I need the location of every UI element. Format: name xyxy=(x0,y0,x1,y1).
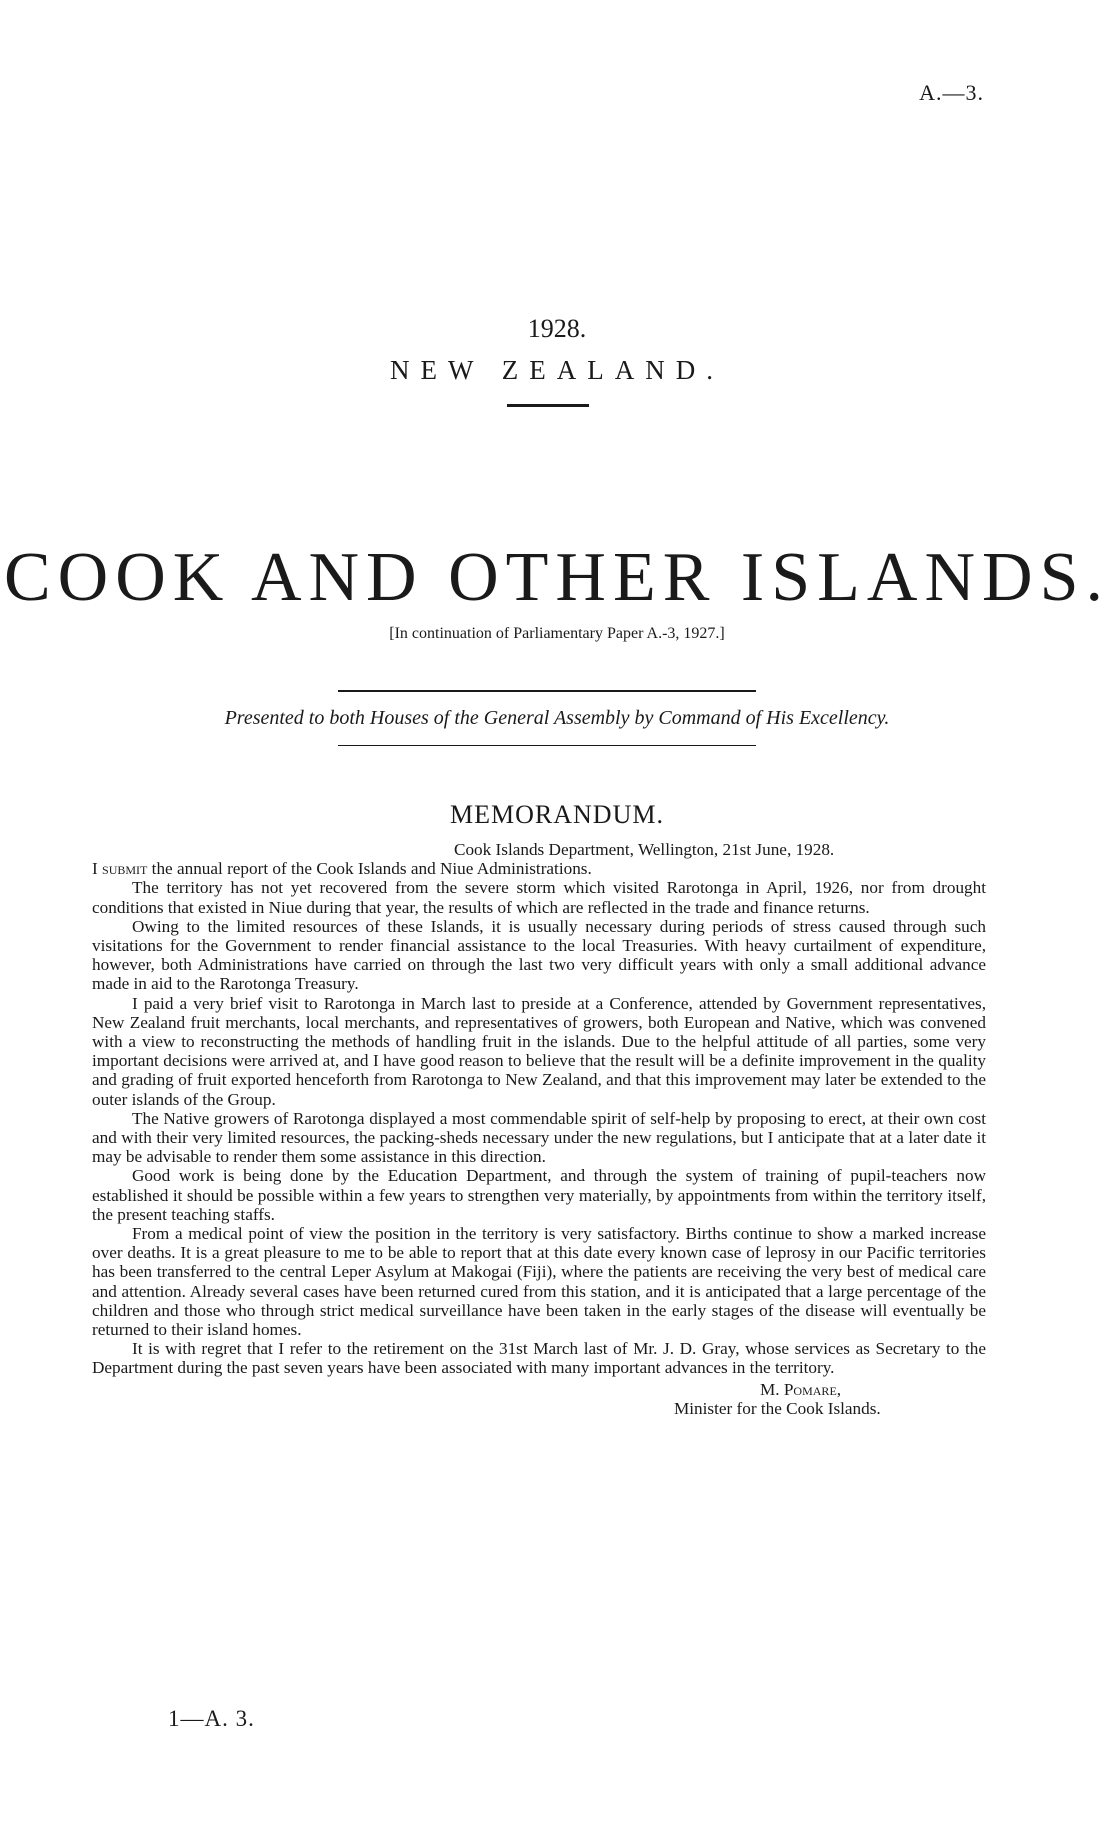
paragraph-1-lead: I submit xyxy=(92,859,148,879)
paragraph-8: It is with regret that I refer to the retirement on the 31st March last of Mr. J. D. Gray, whose services as Secretary to the Department during the past seven years have been associated with many important advances in the territory. xyxy=(92,1339,986,1378)
document-title: COOK AND OTHER ISLANDS. xyxy=(3,539,1111,616)
publication-year: 1928. xyxy=(527,314,587,343)
document-subtitle: [In continuation of Parliamentary Paper A.-3, 1927.] xyxy=(389,625,725,642)
memorandum-heading: MEMORANDUM. xyxy=(450,800,664,829)
divider-lower xyxy=(338,745,756,746)
paragraph-4: I paid a very brief visit to Rarotonga in March last to preside at a Conference, attended by Government representatives, New Zealand fruit merchants, local merchants, and representatives of growers, both European and Native, which was convened with a view to reconstructing the methods of handling fruit in the islands. Due to the helpful attitude of all parties, some very important decisions were arrived at, and I have good reason to believe that the result will be a definite improvement in the quality and grading of fruit exported henceforth from Rarotonga to New Zealand, and that this improvement may later be extended to the outer islands of the Group. xyxy=(92,993,986,1109)
paragraph-2: The territory has not yet recovered from the severe storm which visited Rarotonga in April, 1926, nor from drought conditions that existed in Niue during that year, the results of which are reflected in the trade and finance returns. xyxy=(92,878,986,917)
paragraph-6: Good work is being done by the Education Department, and through the system of training of pupil-teachers now established it should be possible within a few years to strengthen very materially, by appointments from within the territory itself, the present teaching staffs. xyxy=(92,1166,986,1224)
page-reference: 1—A. 3. xyxy=(168,1706,255,1731)
signature-title: Minister for the Cook Islands. xyxy=(674,1398,881,1418)
paragraph-5: The Native growers of Rarotonga displayed a most commendable spirit of self-help by proposing to erect, at their own cost and with their very limited resources, the packing-sheds necessary under the new regulations, but I anticipate that at a later date it may be advisable to render them some assistance in this direction. xyxy=(92,1108,986,1167)
paragraph-1-text: the annual report of the Cook Islands and Niue Administrations. xyxy=(147,859,592,879)
memorandum-body xyxy=(92,840,986,1418)
memorandum-dateline: Cook Islands Department, Wellington, 21st June, 1928. xyxy=(454,840,835,859)
paragraph-3: Owing to the limited resources of these Islands, it is usually necessary during periods of stress caused through such visitations for the Government to render financial assistance to the local Treasuries. With heavy curtailment of expenditure, however, both Administrations have carried on through the last two very difficult years with only a small additional advance made in aid to the Rarotonga Treasury. xyxy=(92,916,986,994)
country-heading: NEW ZEALAND. xyxy=(390,355,724,385)
paper-reference: A.—3. xyxy=(919,80,984,105)
signature-name-text: M. Pomare, xyxy=(760,1379,842,1399)
signature-name xyxy=(92,1380,986,1399)
paragraph-7: From a medical point of view the position in the territory is very satisfactory. Births continue to show a marked increase over deaths. It is a great pleasure to me to be able to report that at this date every known case of leprosy in our Pacific territories has been transferred to the central Leper Asylum at Makogai (Fiji), where the patients are receiving the very best of medical care and attention. Already several cases have been returned cured from this station, and it is anticipated that a large percentage of the children and those who through strict medical surveillance have been taken in the early stages of the disease will eventually be returned to their island homes. xyxy=(92,1224,986,1340)
divider-short xyxy=(507,404,589,407)
paragraph-1 xyxy=(92,859,986,878)
divider-upper xyxy=(338,690,756,692)
presented-line: Presented to both Houses of the General Assembly by Command of His Excellency. xyxy=(224,707,890,729)
